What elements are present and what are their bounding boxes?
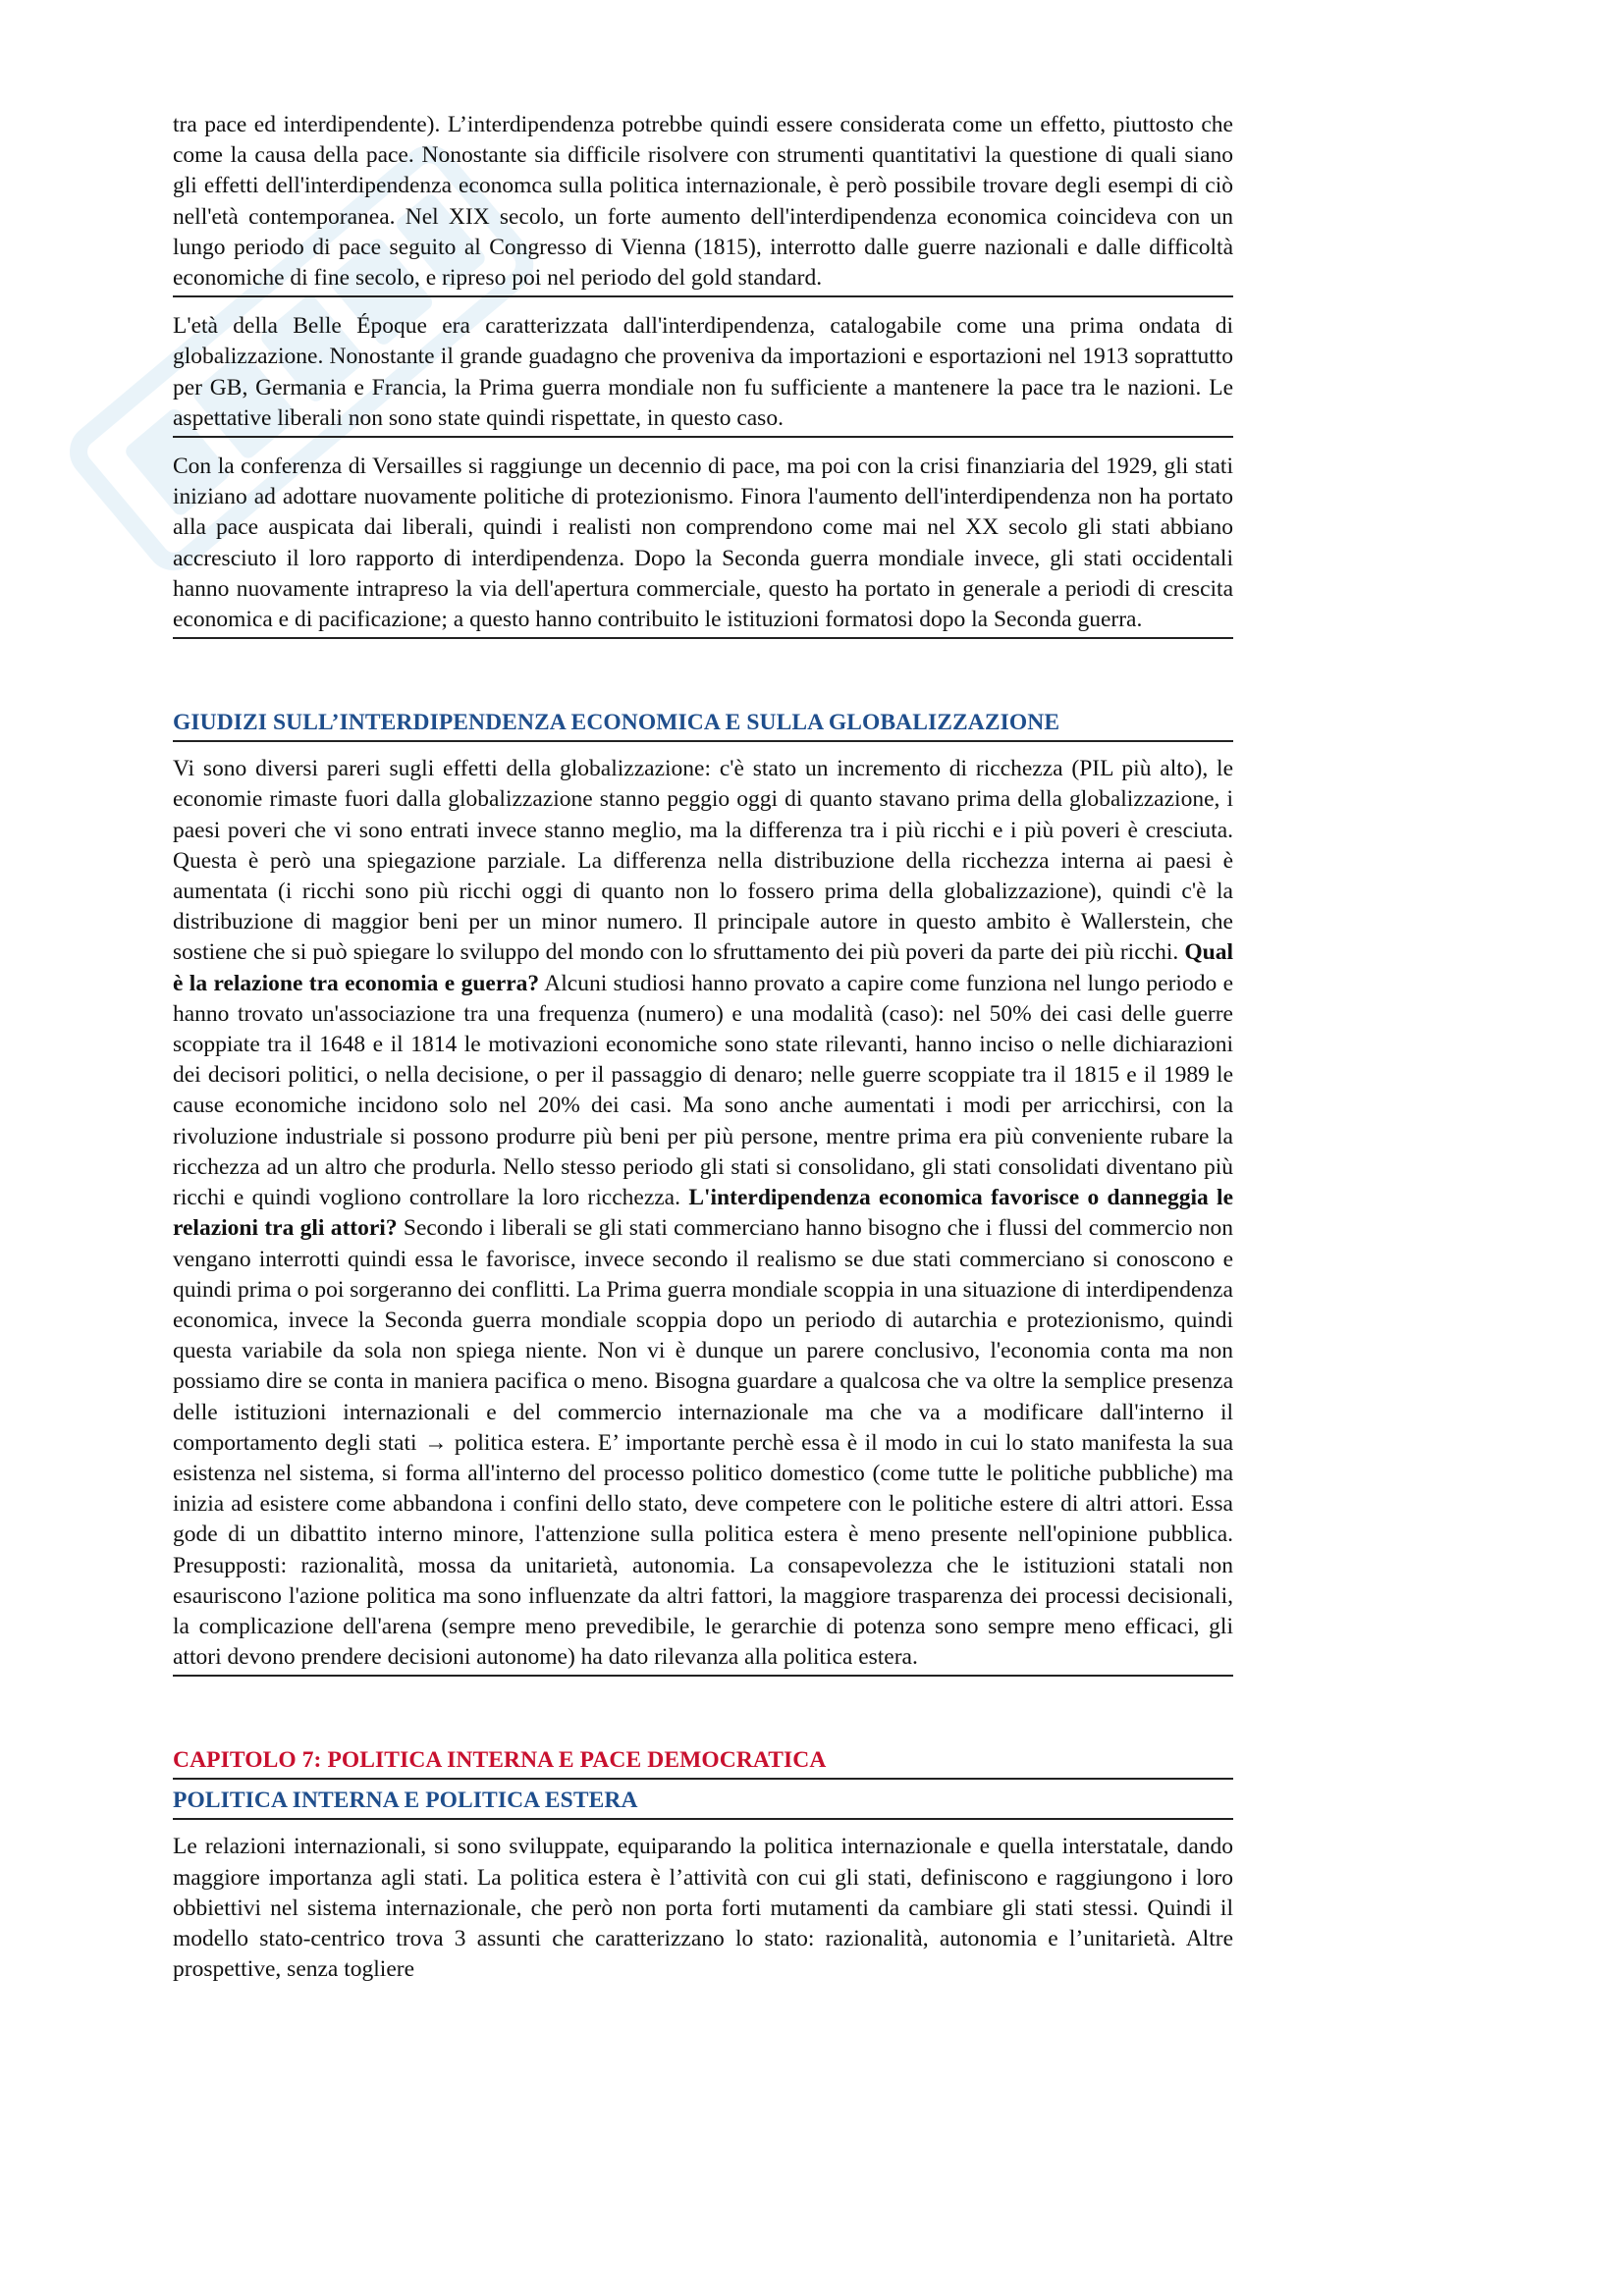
question-interdipendenza: L'interdipendenza economica favorisce o danneggia le relazioni tra gli attori? xyxy=(173,1185,1234,1242)
paragraph-versailles: Con la conferenza di Versailles si raggiunge un decennio di pace, ma poi con la crisi finanziaria del 1929, gli stati iniziano ad adottare nuovamente politiche di protezionismo. Finora l'aumento dell'interdipendenza non ha portato alla pace auspicata dai liberali, quindi i realisti non comprendono come mai nel XX secolo gli stati abbiano accresciuto il loro rapporto di interdipendenza. Dopo la Seconda guerra mondiale invece, gli stati occidentali hanno nuovamente intrapreso la via dell'apertura commerciale, questo ha portato in generale a periodi di crescita economica e di pacificazione; a questo hanno contribuito le istituzioni formatosi dopo la Seconda guerra. xyxy=(173,452,1233,639)
question-economia-guerra: Qual è la relazione tra economia e guerra? xyxy=(173,939,1233,996)
paragraph-interdependence-peace: tra pace ed interdipendente). L’interdipendenza potrebbe quindi essere considerata come un effetto, piuttosto che come la causa della pace. Nonostante sia difficile risolvere con strumenti quantitativi la questione di quali siano gli effetti dell'interdipendenza economca sulla politica internazionale, è però possibile trovare degli esempi di ciò nell'età contemporanea. Nel XIX secolo, un forte aumento dell'interdipendenza economica coincideva con un lungo periodo di pace seguito al Congresso di Vienna (1815), interrotto dalle guerre nazionali e dalle difficoltà economiche di fine secolo, e ripreso poi nel periodo del gold standard. xyxy=(173,110,1233,297)
section-heading-politica-interna-estera: POLITICA INTERNA E POLITICA ESTERA xyxy=(173,1788,1233,1820)
paragraph-belle-epoque: L'età della Belle Époque era caratterizzata dall'interdipendenza, catalogabile come una prima ondata di globalizzazione. Nonostante il grande guadagno che proveniva da importazioni e esportazioni nel 1913 soprattutto per GB, Germania e Francia, la Prima guerra mondiale non fu sufficiente a mantenere la pace tra le nazioni. Le aspettative liberali non sono state quindi rispettate, in questo caso. xyxy=(173,311,1233,438)
paragraph-giudizi-globalizzazione: Vi sono diversi pareri sugli effetti della globalizzazione: c'è stato un incremento di ricchezza (PIL più alto), le economie rimaste fuori dalla globalizzazione stanno peggio oggi di quanto stavano prima della globalizzazione, i paesi poveri che vi sono entrati invece stanno meglio, ma la differenza tra i più ricchi e i più poveri è cresciuta. Questa è però una spiegazione parziale. La differenza nella distribuzione della ricchezza interna ai paesi è aumentata (i ricchi sono più ricchi oggi di quanto non lo fossero prima della globalizzazione), quindi c'è la distribuzione di maggior beni per un minor numero. Il principale autore in questo ambito è Wallerstein, che sostiene che si può spiegare lo sviluppo del mondo con lo sfruttamento dei più poveri da parte dei più ricchi. Qual è la relazione tra economia e guerra? Alcuni studiosi hanno provato a capire come funziona nel lungo periodo e hanno trovato un'associazione tra una frequenza (numero) e una modalità (caso): nel 50% dei casi delle guerre scoppiate tra il 1648 e il 1814 le motivazioni economiche sono state rilevanti, hanno inciso o nelle dichiarazioni dei decisori politici, o nella decisione, o per il passaggio di denaro; nelle guerre scoppiate tra il 1815 e il 1989 le cause economiche incidono solo nel 20% dei casi. Ma sono anche aumentati i modi per arricchirsi, con la rivoluzione industriale si possono produrre più beni per più persone, mentre prima era più conveniente rubare la ricchezza ad un altro che produrla. Nello stesso periodo gli stati si consolidano, gli stati consolidati diventano più ricchi e quindi vogliono controllare la loro ricchezza. L'interdipendenza economica favorisce o danneggia le relazioni tra gli attori? Secondo i liberali se gli stati commerciano hanno bisogno che i flussi del commercio non vengano interrotti quindi essa le favorisce, invece secondo il realismo se due stati commerciano si conoscono e quindi prima o poi sorgeranno dei conflitti. La Prima guerra mondiale scoppia in una situazione di interdipendenza economica, invece la Seconda guerra mondiale scoppia dopo un periodo di autarchia e protezionismo, quindi questa variabile da sola non spiega niente. Non vi è dunque un parere conclusivo, l'economia conta ma non possiamo dire se conta in maniera pacifica o meno. Bisogna guardare a qualcosa che va oltre la semplice presenza delle istituzioni internazionali e del commercio internazionale ma che va a modificare dall'interno il comportamento degli stati → politica estera. E’ importante perchè essa è il modo in cui lo stato manifesta la sua esistenza nel sistema, si forma all'interno del processo politico domestico (come tutte le politiche pubbliche) ma inizia ad esistere come abbandona i confini dello stato, deve competere con le politiche estere di altri attori. Essa gode di un dibattito interno minore, l'attenzione sulla politica estera è meno presente nell'opinione pubblica. Presupposti: razionalità, mossa da unitarietà, autonomia. La consapevolezza che le istituzioni statali non esauriscono l'azione politica ma sono influenzate da altri fattori, la maggiore trasparenza dei processi decisionali, la complicazione dell'arena (sempre meno prevedibile, le gerarchie di potenza sono sempre meno efficaci, gli attori devono prendere decisioni autonome) ha dato rilevanza alla politica estera. xyxy=(173,754,1233,1677)
section-heading-globalizzazione: GIUDIZI SULL’INTERDIPENDENZA ECONOMICA E SULLA GLOBALIZZAZIONE xyxy=(173,710,1233,742)
paragraph-relazioni-internazionali: Le relazioni internazionali, si sono sviluppate, equiparando la politica internazionale e quella interstatale, dando maggiore importanza agli stati. La politica estera è l’attività con cui gli stati, definiscono e raggiungono i loro obbiettivi nel sistema internazionale, che però non porta forti mutamenti da cambiare gli stati stessi. Quindi il modello stato-centrico trova 3 assunti che caratterizzano lo stato: razionalità, autonomia e l’unitarietà. Altre prospettive, senza togliere xyxy=(173,1834,1233,1983)
document-page xyxy=(173,110,1233,1987)
chapter-heading-capitolo-7: CAPITOLO 7: POLITICA INTERNA E PACE DEMOCRATICA xyxy=(173,1747,1233,1780)
